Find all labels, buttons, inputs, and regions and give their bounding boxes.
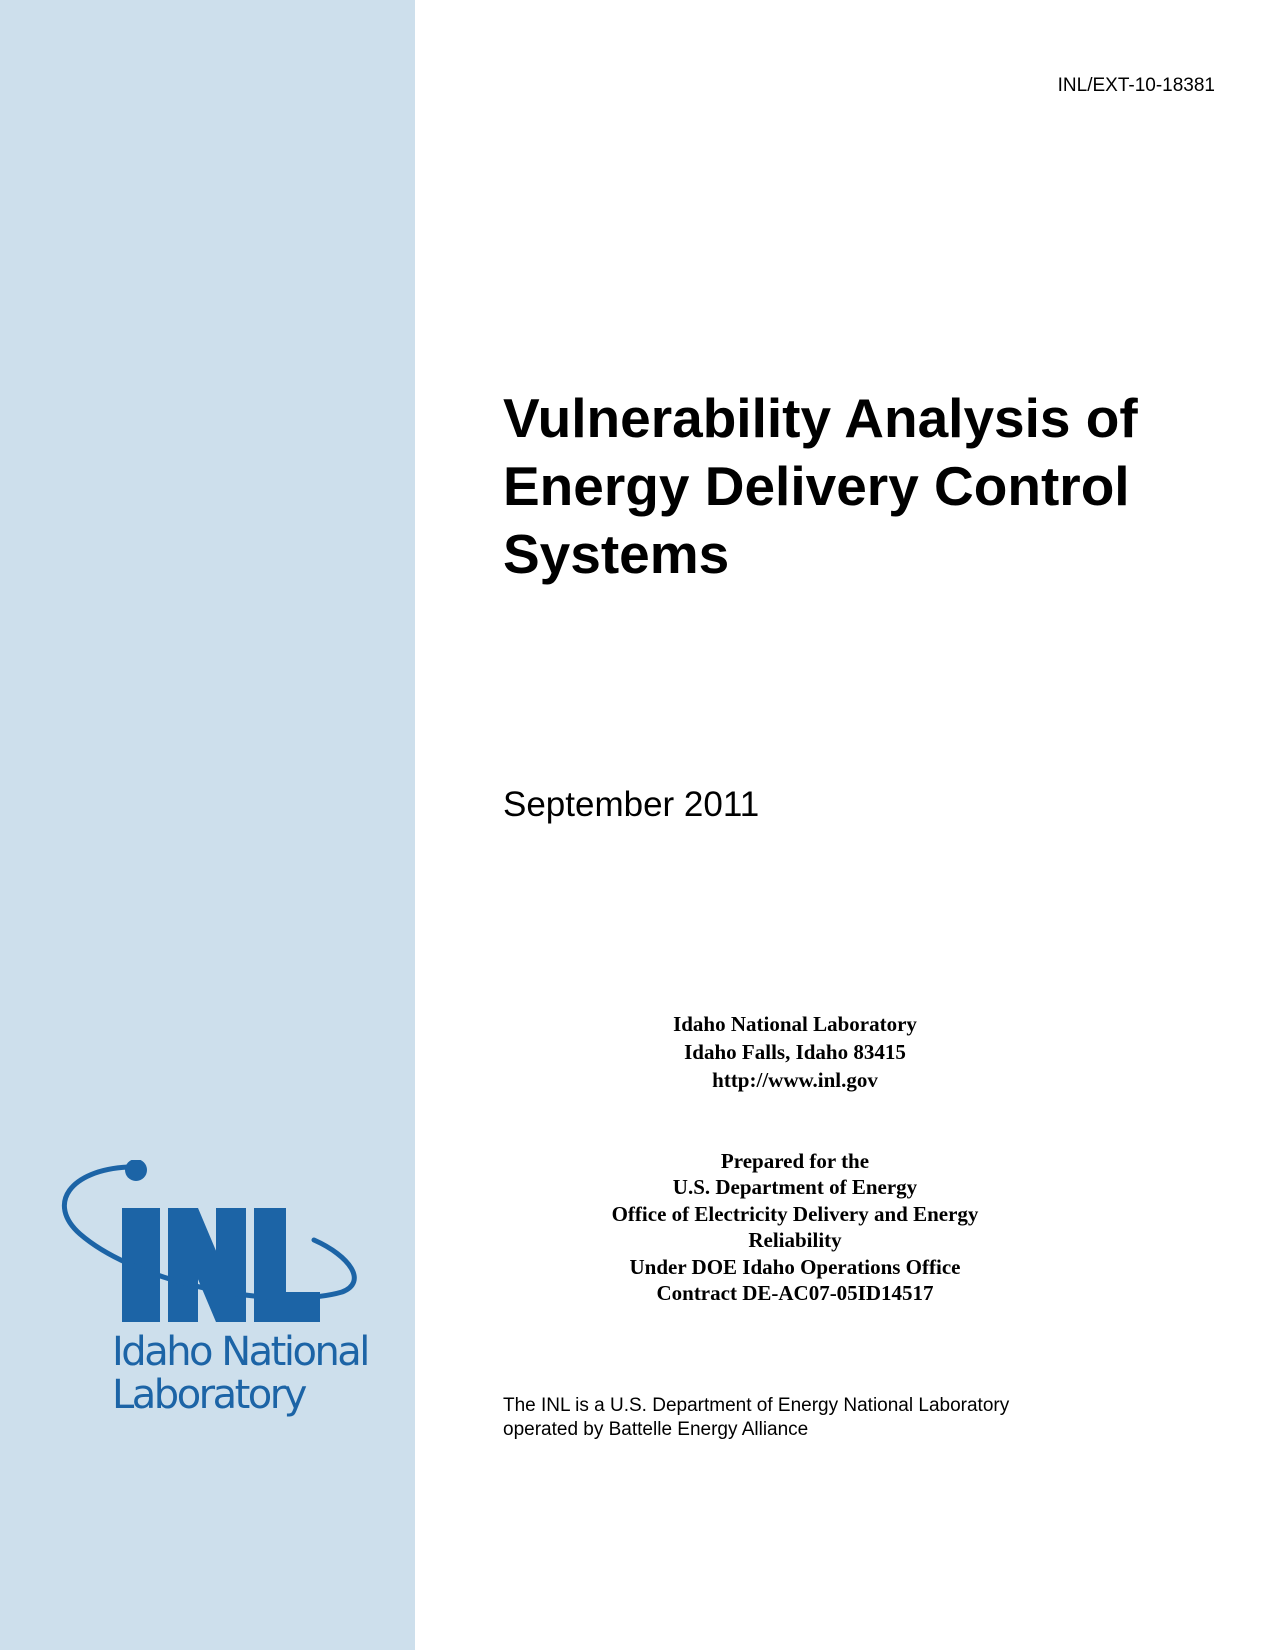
website-line: http://www.inl.gov — [712, 1068, 878, 1092]
laboratory-address — [545, 1010, 1045, 1094]
prepared-line: Contract DE-AC07-05ID14517 — [656, 1281, 934, 1306]
inl-logo-icon — [50, 1160, 370, 1440]
title-line: Systems — [503, 523, 730, 585]
prepared-line: Under DOE Idaho Operations Office — [629, 1254, 961, 1279]
address-line: Idaho National Laboratory — [673, 1012, 917, 1036]
prepared-line: U.S. Department of Energy — [672, 1175, 918, 1200]
title-line: Energy Delivery Control — [503, 455, 1130, 517]
document-title — [503, 384, 1243, 588]
prepared-line: Prepared for the — [720, 1149, 870, 1173]
report-number: INL/EXT-10-18381 — [1057, 75, 1215, 96]
prepared-for-block — [545, 1148, 1045, 1306]
title-line: Vulnerability Analysis of — [503, 387, 1138, 449]
publication-date: September 2011 — [503, 785, 760, 824]
operator-note — [503, 1394, 1009, 1442]
note-line: The INL is a U.S. Department of Energy National Laboratory — [503, 1395, 1010, 1416]
logo-wordmark-line2: Laboratory — [112, 1372, 305, 1418]
prepared-line: Office of Electricity Delivery and Energy — [611, 1201, 979, 1226]
address-line: Idaho Falls, Idaho 83415 — [684, 1040, 906, 1064]
prepared-line: Reliability — [748, 1228, 842, 1253]
logo-wordmark-line1: Idaho National — [112, 1329, 368, 1375]
logo-dot — [125, 1160, 147, 1181]
note-line: operated by Battelle Energy Alliance — [503, 1419, 809, 1440]
